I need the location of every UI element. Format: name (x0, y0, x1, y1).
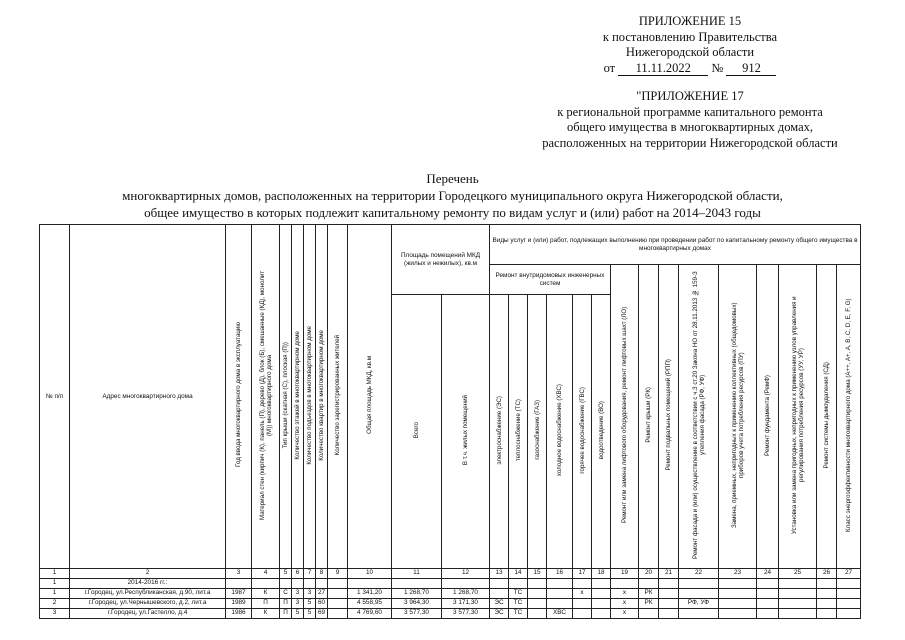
header-energy: Класс энергоэффективности многоквартирного дома (A++, A+, A, B, C, D, E, F, G) (837, 265, 861, 569)
table-cell-c22 (679, 608, 719, 618)
header-works: Виды услуг и (или) работ, подлежащих выполнению при проведении работ по капитальному ремонту общего имущества в многоквартирных домах (490, 225, 861, 265)
column-number: 18 (592, 568, 611, 578)
table-cell-c16 (547, 578, 573, 588)
column-number: 14 (509, 568, 528, 578)
header-ts: теплоснабжение (ТС) (509, 295, 528, 569)
table-cell-c16 (547, 588, 573, 598)
appendix-header (480, 14, 900, 76)
appendix-title: ПРИЛОЖЕНИЕ 15 (638, 14, 742, 28)
table-cell-c17: х (573, 588, 592, 598)
header-engineering: Ремонт внутридомовых инженерных систем (490, 265, 611, 295)
table-cell-c18 (592, 608, 611, 618)
header-roof-type: Тип крыши (скатная (С), плоская (П)) (280, 225, 292, 569)
table-cell-c9 (328, 588, 348, 598)
table-cell-c26 (817, 588, 837, 598)
column-number: 25 (779, 568, 817, 578)
table-cell-c12: 1 268,70 (442, 588, 490, 598)
column-number: 2 (70, 568, 226, 578)
table-cell-c20: РК (639, 598, 659, 608)
table-cell-c18 (592, 578, 611, 588)
num-label: № (711, 60, 724, 75)
header-num: № п/п (40, 225, 70, 569)
header-foundation: Ремонт фундамента (РемФ) (757, 265, 779, 569)
column-number: 3 (226, 568, 252, 578)
table-cell-c4: П (252, 598, 280, 608)
table-cell-c15 (528, 588, 547, 598)
table-cell-c21 (659, 598, 679, 608)
table-cell-c3 (226, 578, 252, 588)
table-cell-c27 (837, 608, 861, 618)
date-field: 11.11.2022 (618, 62, 708, 76)
table-cell-c15 (528, 578, 547, 588)
column-number: 9 (328, 568, 348, 578)
table-cell-c23 (719, 608, 757, 618)
header-es: электроснабжение (ЭС) (490, 295, 509, 569)
header-basement: Ремонт подвальных помещений (РПП) (659, 265, 679, 569)
table-cell-c4: К (252, 588, 280, 598)
table-cell-c5: С (280, 588, 292, 598)
table-cell-c5: П (280, 608, 292, 618)
table-cell-c26 (817, 608, 837, 618)
table-cell-c17 (573, 598, 592, 608)
program-line3: к региональной программе капитального ремонта (557, 104, 823, 119)
table-cell-c10: 4 558,95 (348, 598, 392, 608)
title-line2: многоквартирных домов, расположенных на территории Городецкого муниципального округа Нижегородской области, (122, 188, 783, 203)
table-cell-c26 (817, 578, 837, 588)
header-premises-total: Всего (392, 295, 442, 569)
header-total-area: Общая площадь МКД, кв.м (348, 225, 392, 569)
title-line1: Перечень (426, 171, 479, 186)
table-cell-c27 (837, 588, 861, 598)
table-cell-c25 (779, 578, 817, 588)
table-cell-c11: 3 964,30 (392, 598, 442, 608)
table-cell-c20 (639, 608, 659, 618)
table-cell-c22 (679, 588, 719, 598)
column-number: 10 (348, 568, 392, 578)
table-cell-c20 (639, 578, 659, 588)
table-cell-c9 (328, 578, 348, 588)
table-cell-c1: 1 (40, 588, 70, 598)
column-number: 1 (40, 568, 70, 578)
table-row (40, 598, 861, 608)
document-title (0, 170, 905, 221)
column-number: 13 (490, 568, 509, 578)
header-entrances: Количество подъездов в многоквартирном доме (304, 225, 316, 569)
table-cell-c24 (757, 598, 779, 608)
header-vo: водоотведение (ВО) (592, 295, 611, 569)
table-cell-c4: К (252, 608, 280, 618)
table-cell-c12: 3 171,30 (442, 598, 490, 608)
table-cell-c9 (328, 598, 348, 608)
table-cell-c15 (528, 598, 547, 608)
header-facade: Ремонт фасада и (или) осуществление в соответствии с ч.3 ст.20 Закона НО от 28.11.2013 № 159-З утепления фасада (РФ, УФ) (679, 265, 719, 569)
table-cell-c5 (280, 578, 292, 588)
column-number: 23 (719, 568, 757, 578)
table-cell-c12: 3 577,30 (442, 608, 490, 618)
table-cell-c14: ТС (509, 588, 528, 598)
table-cell-c27 (837, 578, 861, 588)
table-cell-c10 (348, 578, 392, 588)
table-cell-c13 (490, 578, 509, 588)
table-cell-c3: 1987 (226, 588, 252, 598)
table-cell-c25 (779, 608, 817, 618)
table-cell-c2: г.Городец, ул.Республиканская, д.90, лит.а (70, 588, 226, 598)
table-cell-c19 (611, 578, 639, 588)
header-gvs: горячее водоснабжение (ГВС) (573, 295, 592, 569)
header-premises-area: Площадь помещений МКД (жилых и нежилых), кв.м (392, 225, 490, 295)
table-cell-c23 (719, 598, 757, 608)
table-cell-c1: 2 (40, 598, 70, 608)
table-row (40, 588, 861, 598)
table-cell-c17 (573, 608, 592, 618)
table-row (40, 608, 861, 618)
table-cell-c7: 5 (304, 608, 316, 618)
table-cell-c8: 69 (316, 608, 328, 618)
header-floors: Количество этажей в многоквартирном доме (292, 225, 304, 569)
table-cell-c22 (679, 578, 719, 588)
column-number: 19 (611, 568, 639, 578)
header-premises-residential: В т.ч. жилых помещений (442, 295, 490, 569)
table-cell-c19: х (611, 598, 639, 608)
table-cell-c4 (252, 578, 280, 588)
table-cell-c14: ТС (509, 608, 528, 618)
column-number: 17 (573, 568, 592, 578)
title-line3: общее имущество в которых подлежит капитальному ремонту по видам услуг и (или) работ на 2014–2043 годы (144, 205, 761, 220)
table-cell-c20: РК (639, 588, 659, 598)
table-cell-c18 (592, 598, 611, 608)
houses-table (39, 224, 861, 619)
table-cell-c17 (573, 578, 592, 588)
table-cell-c19: х (611, 588, 639, 598)
table-cell-c1: 3 (40, 608, 70, 618)
table-cell-c6: 5 (292, 608, 304, 618)
column-number: 15 (528, 568, 547, 578)
header-gs: газоснабжение (ГАЗ) (528, 295, 547, 569)
appendix-date-line (480, 61, 900, 77)
table-cell-c9 (328, 608, 348, 618)
column-number: 22 (679, 568, 719, 578)
header-smoke: Ремонт системы дымоудаления (СД) (817, 265, 837, 569)
table-cell-c26 (817, 598, 837, 608)
table-cell-c12 (442, 578, 490, 588)
program-header (480, 89, 900, 151)
table-cell-c24 (757, 588, 779, 598)
table-cell-c8: 27 (316, 588, 328, 598)
table-cell-c21 (659, 608, 679, 618)
column-number: 5 (280, 568, 292, 578)
table-cell-c6 (292, 578, 304, 588)
header-control: Установка или замена пригодных, непригодных к применению узлов управления и регулирования потребления ресурсов (УУ, УР) (779, 265, 817, 569)
table-cell-c24 (757, 578, 779, 588)
table-cell-c21 (659, 588, 679, 598)
column-number: 26 (817, 568, 837, 578)
header-lift: Ремонт или замена лифтового оборудования, ремонт лифтовых шахт (ЛО) (611, 265, 639, 569)
table-cell-c2: г.Городец, ул.Гастелло, д.4 (70, 608, 226, 618)
column-number: 21 (659, 568, 679, 578)
table-cell-c7: 5 (304, 598, 316, 608)
header-material: Материал стен (кирпич (К), панель (П), дерево (Д), блок (Б), смешанные (КД), монолит (М)) многоквартирного дома (252, 225, 280, 569)
table-cell-c21 (659, 578, 679, 588)
table-cell-c3: 1989 (226, 598, 252, 608)
table-cell-c2: 2014-2016 гг.: (70, 578, 226, 588)
column-number: 4 (252, 568, 280, 578)
header-roof-repair: Ремонт крыши (РК) (639, 265, 659, 569)
table-cell-c13: ЭС (490, 608, 509, 618)
table-cell-c25 (779, 588, 817, 598)
table-cell-c15 (528, 608, 547, 618)
table-cell-c13: ЭС (490, 598, 509, 608)
header-apartments: Количество квартир в многоквартирном доме (316, 225, 328, 569)
header-year: Год ввода многоквартирного дома в эксплуатацию (226, 225, 252, 569)
table-cell-c14: ТС (509, 598, 528, 608)
table-cell-c7 (304, 578, 316, 588)
table-cell-c3: 1986 (226, 608, 252, 618)
table-cell-c8: 60 (316, 598, 328, 608)
number-field: 912 (726, 62, 776, 76)
appendix-line2: Нижегородской области (625, 45, 755, 59)
from-label: от (603, 60, 616, 75)
table-cell-c13 (490, 588, 509, 598)
column-number: 8 (316, 568, 328, 578)
column-number: 24 (757, 568, 779, 578)
table-cell-c8 (316, 578, 328, 588)
table-row (40, 578, 861, 588)
column-number-row (40, 568, 861, 578)
table-cell-c18 (592, 588, 611, 598)
table-cell-c10: 1 341,20 (348, 588, 392, 598)
table-cell-c23 (719, 578, 757, 588)
header-hvs: холодное водоснабжение (ХВС) (547, 295, 573, 569)
table-cell-c16: ХВС (547, 608, 573, 618)
table-cell-c2: г.Городец, ул.Чернышевского, д.2, лит.а (70, 598, 226, 608)
table-cell-c11: 1 268,70 (392, 588, 442, 598)
header-meters: Замена, приемных, непригодных к применению коллективных (общедомовых) приборов учета потребления ресурсов (ПУ) (719, 265, 757, 569)
table-cell-c11: 3 577,30 (392, 608, 442, 618)
table-cell-c1: 1 (40, 578, 70, 588)
table-cell-c22: РФ, УФ (679, 598, 719, 608)
column-number: 12 (442, 568, 490, 578)
column-number: 6 (292, 568, 304, 578)
table-cell-c19: х (611, 608, 639, 618)
program-line5: расположенных на территории Нижегородской области (542, 135, 838, 150)
table-cell-c14 (509, 578, 528, 588)
table-cell-c5: П (280, 598, 292, 608)
table-cell-c11 (392, 578, 442, 588)
appendix-line1: к постановлению Правительства (602, 29, 778, 44)
program-line4: общего имущества в многоквартирных домах, (566, 120, 814, 134)
appendix2-title: "ПРИЛОЖЕНИЕ 17 (636, 89, 744, 103)
table-cell-c6: 3 (292, 598, 304, 608)
table-cell-c25 (779, 598, 817, 608)
column-number: 7 (304, 568, 316, 578)
table-cell-c24 (757, 608, 779, 618)
table-cell-c7: 3 (304, 588, 316, 598)
table-cell-c27 (837, 598, 861, 608)
table-cell-c16 (547, 598, 573, 608)
header-residents: Количество зарегистрированных жителей (328, 225, 348, 569)
column-number: 11 (392, 568, 442, 578)
header-address: Адрес многоквартирного дома (70, 225, 226, 569)
table-cell-c6: 3 (292, 588, 304, 598)
column-number: 27 (837, 568, 861, 578)
column-number: 16 (547, 568, 573, 578)
table-cell-c23 (719, 588, 757, 598)
table-cell-c10: 4 769,60 (348, 608, 392, 618)
column-number: 20 (639, 568, 659, 578)
